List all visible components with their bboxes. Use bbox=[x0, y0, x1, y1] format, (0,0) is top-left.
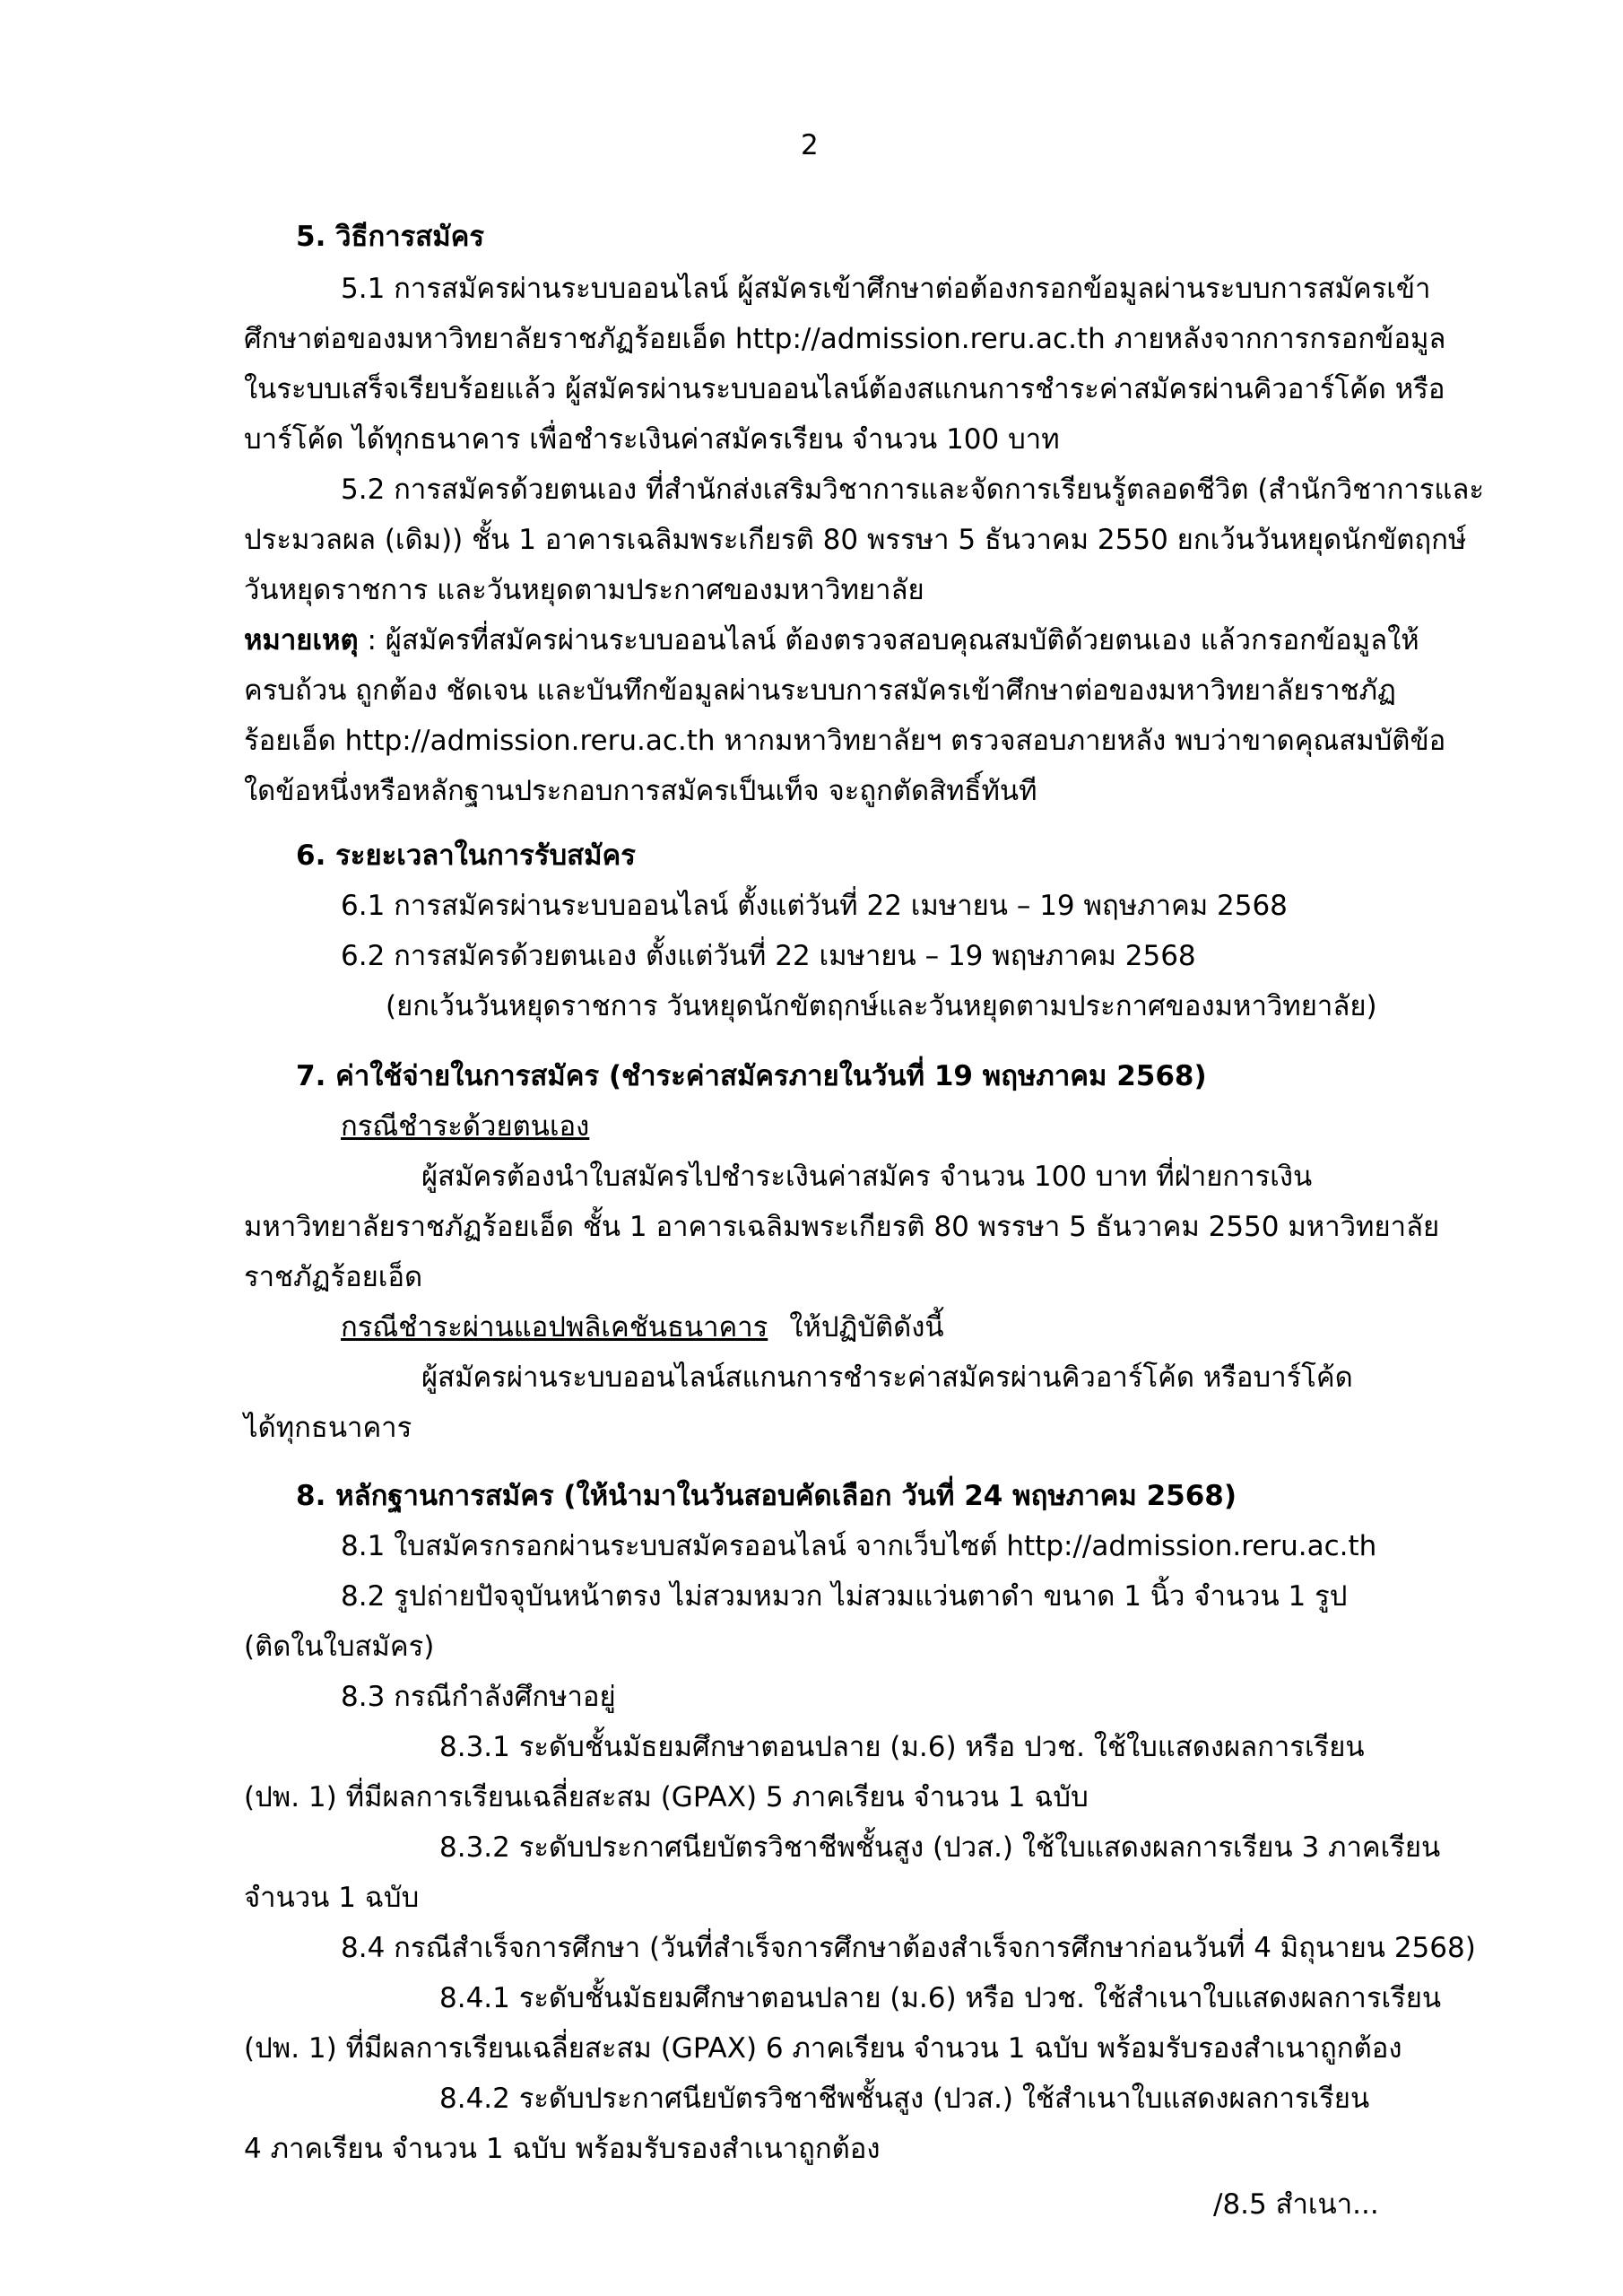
section-8-3-1-line: 8.3.1 ระดับชั้นมัธยมศึกษาตอนปลาย (ม.6) หรือ ปวช. ใช้ใบแสดงผลการเรียน bbox=[439, 1731, 1365, 1763]
section-6-heading: 6. ระยะเวลาในการรับสมัคร bbox=[296, 839, 636, 872]
section-6-note-line: (ยกเว้นวันหยุดราชการ วันหยุดนักขัตฤกษ์และวันหยุดตามประกาศของมหาวิทยาลัย) bbox=[386, 990, 1377, 1022]
case-self-pay-line: ราชภัฏร้อยเอ็ด bbox=[244, 1261, 423, 1293]
section-5-1-line: 5.1 การสมัครผ่านระบบออนไลน์ ผู้สมัครเข้าศึกษาต่อต้องกรอกข้อมูลผ่านระบบการสมัครเข้า bbox=[341, 273, 1431, 305]
section-8-4-line: 8.4 กรณีสำเร็จการศึกษา (วันที่สำเร็จการศึกษาต้องสำเร็จการศึกษาก่อนวันที่ 4 มิถุนายน 2568) bbox=[341, 1932, 1476, 1964]
case-bank-app-suffix: ให้ปฏิบัติดังนี้ bbox=[789, 1311, 944, 1344]
continuation-marker: /8.5 สำเนา... bbox=[1213, 2188, 1379, 2221]
case-bank-app-text: ได้ทุกธนาคาร bbox=[244, 1412, 412, 1444]
case-self-pay-line: มหาวิทยาลัยราชภัฏร้อยเอ็ด ชั้น 1 อาคารเฉลิมพระเกียรติ 80 พรรษา 5 ธันวาคม 2550 มหาวิทยาลัย bbox=[244, 1211, 1440, 1243]
section-5-heading: 5. วิธีการสมัคร bbox=[296, 221, 485, 253]
section-8-3-2-line: 8.3.2 ระดับประกาศนียบัตรวิชาชีพชั้นสูง (ปวส.) ใช้ใบแสดงผลการเรียน 3 ภาคเรียน bbox=[439, 1831, 1441, 1864]
note-label: หมายเหตุ bbox=[244, 624, 359, 657]
section-8-4-2-line: 4 ภาคเรียน จำนวน 1 ฉบับ พร้อมรับรองสำเนาถูกต้อง bbox=[244, 2133, 881, 2165]
section-5-2-line: 5.2 การสมัครด้วยตนเอง ที่สำนักส่งเสริมวิชาการและจัดการเรียนรู้ตลอดชีวิต (สำนักวิชาการและ bbox=[341, 474, 1485, 506]
section-5-1-line: บาร์โค้ด ได้ทุกธนาคาร เพื่อชำระเงินค่าสมัครเรียน จำนวน 100 บาท bbox=[244, 423, 1060, 456]
case-bank-app-text: ผู้สมัครผ่านระบบออนไลน์สแกนการชำระค่าสมัครผ่านคิวอาร์โค้ด หรือบาร์โค้ด bbox=[421, 1361, 1353, 1394]
section-8-2-line: (ติดในใบสมัคร) bbox=[244, 1631, 435, 1663]
note-line: ร้อยเอ็ด http://admission.reru.ac.th หากมหาวิทยาลัยฯ ตรวจสอบภายหลัง พบว่าขาดคุณสมบัติข้อ bbox=[244, 725, 1446, 757]
case-self-pay-title: กรณีชำระด้วยตนเอง bbox=[341, 1110, 590, 1143]
section-8-4-1-line: 8.4.1 ระดับชั้นมัธยมศึกษาตอนปลาย (ม.6) หรือ ปวช. ใช้สำเนาใบแสดงผลการเรียน bbox=[439, 1982, 1442, 2014]
section-8-4-1-line: (ปพ. 1) ที่มีผลการเรียนเฉลี่ยสะสม (GPAX) 6 ภาคเรียน จำนวน 1 ฉบับ พร้อมรับรองสำเนาถูกต้อง bbox=[244, 2032, 1402, 2065]
case-self-pay-line: ผู้สมัครต้องนำใบสมัครไปชำระเงินค่าสมัคร จำนวน 100 บาท ที่ฝ่ายการเงิน bbox=[421, 1161, 1313, 1193]
section-8-heading: 8. หลักฐานการสมัคร (ให้นำมาในวันสอบคัดเลือก วันที่ 24 พฤษภาคม 2568) bbox=[296, 1480, 1237, 1512]
section-8-2-line: 8.2 รูปถ่ายปัจจุบันหน้าตรง ไม่สวมหมวก ไม่สวมแว่นตาดำ ขนาด 1 นิ้ว จำนวน 1 รูป bbox=[341, 1580, 1348, 1613]
section-5-2-line: วันหยุดราชการ และวันหยุดตามประกาศของมหาวิทยาลัย bbox=[244, 574, 924, 606]
note-line: ครบถ้วน ถูกต้อง ชัดเจน และบันทึกข้อมูลผ่านระบบการสมัครเข้าศึกษาต่อของมหาวิทยาลัยราชภัฏ bbox=[244, 674, 1396, 707]
note-line bbox=[244, 622, 1419, 658]
section-8-1-line: 8.1 ใบสมัครกรอกผ่านระบบสมัครออนไลน์ จากเว็บไซต์ http://admission.reru.ac.th bbox=[341, 1530, 1377, 1562]
case-bank-app-title: กรณีชำระผ่านแอปพลิเคชันธนาคาร bbox=[341, 1311, 768, 1344]
page-number: 2 bbox=[801, 129, 819, 161]
section-8-4-2-line: 8.4.2 ระดับประกาศนียบัตรวิชาชีพชั้นสูง (ปวส.) ใช้สำเนาใบแสดงผลการเรียน bbox=[439, 2083, 1370, 2115]
section-6-2-line: 6.2 การสมัครด้วยตนเอง ตั้งแต่วันที่ 22 เมษายน – 19 พฤษภาคม 2568 bbox=[341, 940, 1196, 972]
section-7-heading: 7. ค่าใช้จ่ายในการสมัคร (ชำระค่าสมัครภายในวันที่ 19 พฤษภาคม 2568) bbox=[296, 1060, 1207, 1092]
section-5-2-line: ประมวลผล (เดิม)) ชั้น 1 อาคารเฉลิมพระเกียรติ 80 พรรษา 5 ธันวาคม 2550 ยกเว้นวันหยุดนักขัตฤกษ์ bbox=[244, 524, 1467, 556]
section-8-3-2-line: จำนวน 1 ฉบับ bbox=[244, 1882, 420, 1914]
section-8-3-line: 8.3 กรณีกำลังศึกษาอยู่ bbox=[341, 1681, 616, 1713]
section-5-1-line: ในระบบเสร็จเรียบร้อยแล้ว ผู้สมัครผ่านระบบออนไลน์ต้องสแกนการชำระค่าสมัครผ่านคิวอาร์โค้ด หรือ bbox=[244, 373, 1445, 405]
section-5-1-line: ศึกษาต่อของมหาวิทยาลัยราชภัฏร้อยเอ็ด http://admission.reru.ac.th ภายหลังจากการกรอกข้อมูล bbox=[244, 323, 1446, 355]
note-text: : ผู้สมัครที่สมัครผ่านระบบออนไลน์ ต้องตรวจสอบคุณสมบัติด้วยตนเอง แล้วกรอกข้อมูลให้ bbox=[358, 624, 1419, 657]
case-bank-app-line bbox=[341, 1309, 944, 1345]
section-6-1-line: 6.1 การสมัครผ่านระบบออนไลน์ ตั้งแต่วันที่ 22 เมษายน – 19 พฤษภาคม 2568 bbox=[341, 890, 1288, 922]
note-line: ใดข้อหนึ่งหรือหลักฐานประกอบการสมัครเป็นเท็จ จะถูกตัดสิทธิ์ทันที bbox=[244, 775, 1037, 807]
section-8-3-1-line: (ปพ. 1) ที่มีผลการเรียนเฉลี่ยสะสม (GPAX) 5 ภาคเรียน จำนวน 1 ฉบับ bbox=[244, 1781, 1089, 1813]
